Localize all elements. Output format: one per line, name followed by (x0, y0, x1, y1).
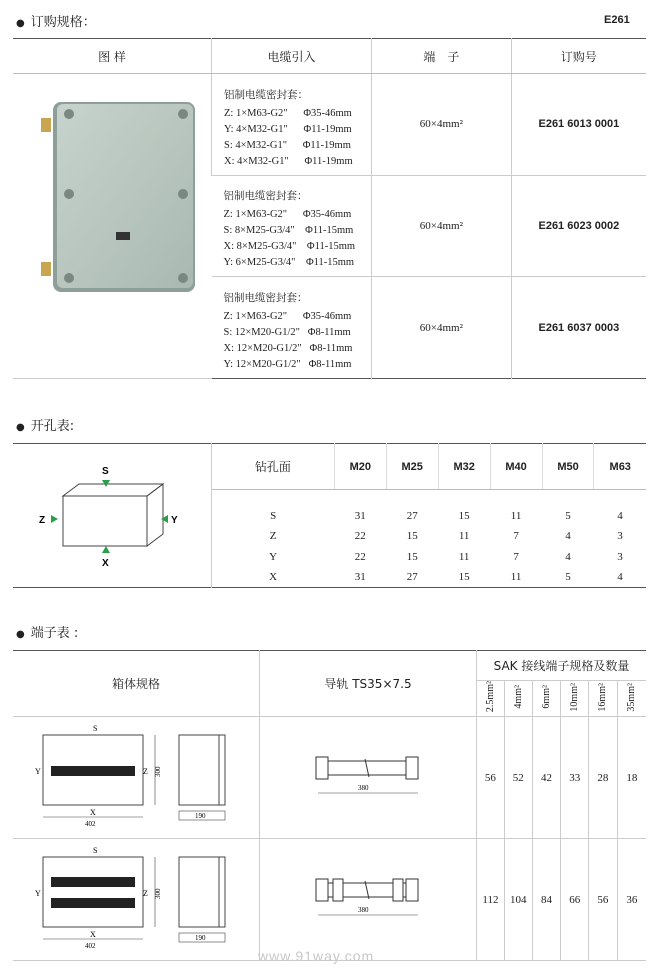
order-number: E261 6023 0002 (511, 175, 646, 277)
hole-count: 22 (354, 530, 366, 543)
size-label: 16mm² (597, 682, 609, 712)
label-x: X (102, 558, 109, 569)
order-title-text: 订购规格： (30, 15, 96, 30)
terminal-cell: 60×4mm² (371, 277, 511, 379)
qty-cell: 56 (589, 839, 618, 961)
hole-count: 3 (617, 550, 623, 563)
hole-count: 27 (406, 510, 418, 523)
size-col (504, 681, 532, 717)
arrow-z-icon (51, 515, 58, 523)
header-drill-face: 钻孔面 (212, 444, 335, 490)
enclosure-lid (57, 104, 193, 288)
col-m40: M40 (490, 444, 542, 490)
dim-depth: 190 (195, 934, 206, 942)
col-m32: M32 (438, 444, 490, 490)
dim-x: X (90, 808, 96, 817)
dim-height: 300 (154, 766, 162, 777)
box-dimension-drawing (13, 717, 259, 835)
product-image-cell (13, 74, 212, 379)
face-label: Z (269, 530, 277, 543)
cable-line: Y: 12×M20-G1/2" Φ8-11mm (223, 359, 352, 371)
size-label: 10mm² (569, 682, 581, 712)
rail-drawing (260, 839, 476, 957)
hole-count: 15 (406, 550, 418, 563)
order-number: E261 6037 0003 (511, 277, 646, 379)
qty-cell: 18 (617, 717, 646, 839)
rail-drawing-cell (260, 839, 477, 961)
face-label: Y (269, 550, 278, 563)
label-y: Y (171, 515, 178, 526)
header-cable-entry: 电缆引入 (212, 39, 372, 74)
mount-bracket (41, 118, 51, 132)
bullet-icon: ● (16, 629, 25, 640)
hole-count: 15 (458, 570, 470, 583)
cable-line: X: 12×M20-G1/2" Φ8-11mm (223, 343, 353, 355)
dim-depth: 190 (195, 812, 206, 820)
box-drawing-cell (13, 717, 260, 839)
dim-y: Y (35, 767, 41, 776)
terminal-section-title (16, 622, 78, 641)
hole-count: 15 (458, 510, 470, 523)
dim-y: Y (35, 889, 41, 898)
dim-s: S (93, 724, 98, 733)
cable-line: Z: 1×M63-G2" Φ35-46mm (224, 107, 352, 119)
dim-width: 402 (85, 942, 96, 950)
hole-count: 7 (513, 530, 519, 543)
hole-diagram-cell (13, 444, 212, 588)
qty-cell: 36 (617, 839, 646, 961)
dim-z: Z (143, 767, 148, 776)
hole-count: 11 (510, 570, 522, 583)
header-box-spec: 箱体规格 (13, 651, 260, 717)
qty-cell: 33 (561, 717, 589, 839)
size-label: 35mm² (626, 682, 638, 712)
hole-count: 11 (458, 530, 470, 543)
hole-count: 5 (565, 510, 571, 523)
bullet-icon: ● (16, 18, 25, 29)
mount-bracket (41, 262, 51, 276)
cable-line: S: 4×M32-G1" Φ11-19mm (224, 139, 351, 151)
qty-cell: 66 (561, 839, 589, 961)
qty-cell: 28 (589, 717, 618, 839)
col-m63: M63 (594, 444, 646, 490)
size-label: 6mm² (540, 685, 552, 709)
hole-count: 22 (354, 550, 366, 563)
cable-line: Y: 4×M32-G1" Φ11-19mm (224, 123, 352, 135)
din-rail (51, 766, 135, 776)
cable-entry-cell-1 (212, 74, 372, 176)
cable-line: Y: 6×M25-G3/4" Φ11-15mm (223, 257, 355, 269)
holes-title-text: 开孔表: (30, 419, 75, 434)
arrow-y-icon (161, 515, 168, 523)
qty-cell: 52 (504, 717, 532, 839)
din-rail (51, 898, 135, 908)
product-code: E261 (604, 14, 630, 26)
qty-cell: 84 (532, 839, 561, 961)
din-rail (51, 877, 135, 887)
hole-count: 5 (565, 570, 571, 583)
cable-entry-cell-2 (212, 175, 372, 277)
cable-line: X: 4×M32-G1" Φ11-19mm (224, 155, 353, 167)
terminal-row-1 (13, 717, 646, 839)
cable-line: Z: 1×M63-G2" Φ35-46mm (223, 311, 352, 323)
cable-line: S: 12×M20-G1/2" Φ8-11mm (223, 327, 351, 339)
face-label: S (270, 510, 277, 523)
bullet-icon: ● (16, 422, 25, 433)
hole-count: 31 (354, 510, 366, 523)
nameplate (116, 232, 130, 240)
terminal-table (13, 650, 646, 961)
terminal-row-2 (13, 839, 646, 961)
hole-count: 31 (354, 570, 366, 583)
terminal-cell: 60×4mm² (371, 74, 511, 176)
hole-count: 11 (458, 550, 470, 563)
qty-cell: 104 (504, 839, 532, 961)
dim-height: 300 (154, 888, 162, 899)
qty-cell: 56 (477, 717, 505, 839)
dim-x: X (90, 930, 96, 939)
hole-count: 4 (565, 550, 571, 563)
label-z: Z (39, 515, 46, 526)
header-order-no: 订购号 (511, 39, 646, 74)
dim-rail: 380 (358, 906, 369, 914)
holes-table (13, 443, 646, 588)
col-m25: M25 (386, 444, 438, 490)
cable-line: Z: 1×M63-G2" Φ35-46mm (223, 209, 352, 221)
size-col (561, 681, 589, 717)
face-label: X (269, 570, 278, 583)
terminal-cell: 60×4mm² (371, 175, 511, 277)
watermark: www.91way.com (258, 948, 375, 964)
size-label: 4mm² (512, 685, 524, 709)
hole-count: 7 (513, 550, 519, 563)
box-dimension-drawing (13, 839, 259, 957)
col-m50: M50 (542, 444, 594, 490)
header-terminal: 端 子 (371, 39, 511, 74)
hole-count: 4 (565, 530, 571, 543)
label-s: S (102, 466, 109, 477)
cable-heading: 铝制电缆密封套： (224, 88, 308, 101)
hole-count: 15 (406, 530, 418, 543)
order-table (13, 38, 646, 379)
qty-cell: 42 (532, 717, 561, 839)
hole-count: 27 (406, 570, 418, 583)
box-drawing-cell (13, 839, 260, 961)
terminal-title-text: 端子表 : (30, 626, 79, 641)
cable-line: S: 8×M25-G3/4" Φ11-15mm (223, 225, 354, 237)
cable-heading: 铝制电缆密封套： (223, 292, 308, 305)
order-section-title (16, 11, 96, 30)
holes-section-title (16, 415, 74, 434)
cable-entry-cell-3 (212, 277, 372, 379)
order-number: E261 6013 0001 (511, 74, 646, 176)
size-label: 2.5mm² (484, 681, 496, 713)
hole-count: 4 (617, 570, 623, 583)
dim-z: Z (143, 889, 148, 898)
hole-count: 11 (510, 510, 522, 523)
size-col (477, 681, 505, 717)
dim-rail: 380 (358, 784, 369, 792)
hole-count: 3 (617, 530, 623, 543)
dim-s: S (93, 846, 98, 855)
qty-cell: 112 (477, 839, 505, 961)
size-col (532, 681, 561, 717)
arrow-x-icon (102, 546, 110, 553)
size-col (617, 681, 646, 717)
hole-count: 4 (617, 510, 623, 523)
header-image: 图 样 (13, 39, 212, 74)
col-m20: M20 (334, 444, 386, 490)
size-col (589, 681, 618, 717)
rail-drawing-cell (260, 717, 477, 839)
dim-width: 402 (85, 820, 96, 828)
cable-line: X: 8×M25-G3/4" Φ11-15mm (223, 241, 356, 253)
enclosure-photo (13, 74, 211, 374)
box-face-diagram (13, 444, 211, 584)
header-sak: SAK 接线端子规格及数量 (477, 651, 647, 681)
header-rail: 导轨 TS35×7.5 (260, 651, 477, 717)
rail-drawing (260, 717, 476, 835)
cable-heading: 铝制电缆密封套： (223, 190, 308, 203)
